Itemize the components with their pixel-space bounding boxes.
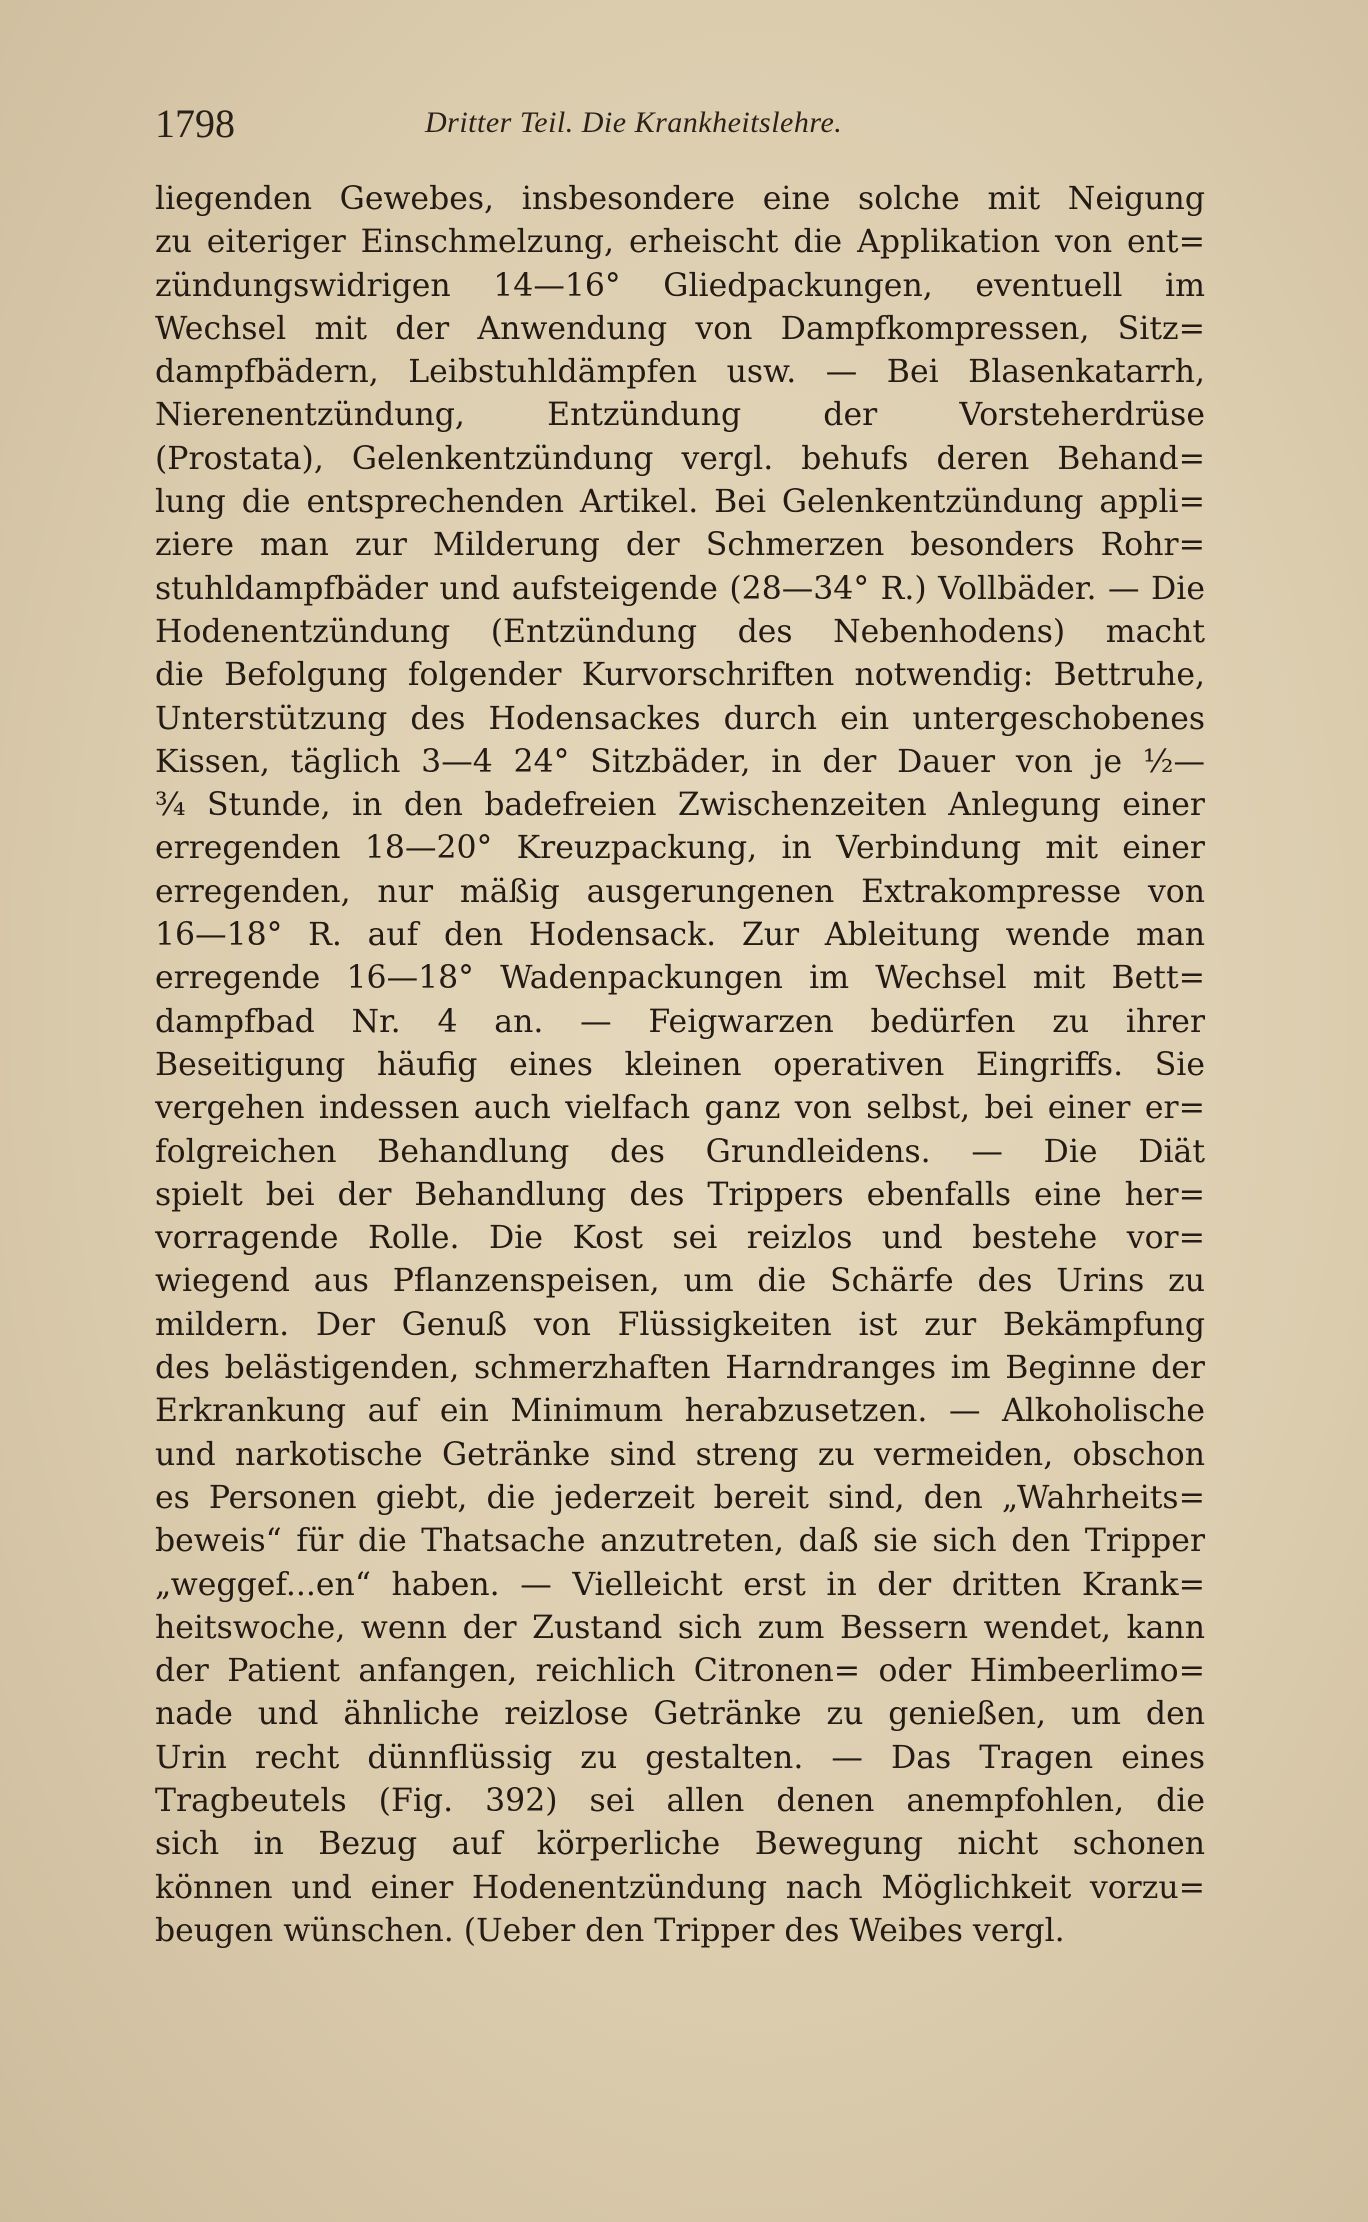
text-line: heitswoche, wenn der Zustand sich zum Bessern wendet, kann <box>155 1609 1205 1646</box>
text-line: Hodenentzündung (Entzündung des Nebenhodens) macht <box>155 613 1205 650</box>
text-line: (Prostata), Gelenkentzündung vergl. behufs deren Behand= <box>155 440 1205 477</box>
page-number: 1798 <box>155 101 235 146</box>
text-line: folgreichen Behandlung des Grundleidens. — Die Diät <box>155 1133 1205 1170</box>
text-line: wiegend aus Pflanzenspeisen, um die Schärfe des Urins zu <box>155 1263 1205 1300</box>
text-line: des belästigenden, schmerzhaften Harndranges im Beginne der <box>155 1350 1205 1387</box>
text-line: Kissen, täglich 3—4 24° Sitzbäder, in der Dauer von je ½— <box>155 743 1205 780</box>
text-line: Erkrankung auf ein Minimum herabzusetzen. — Alkoholische <box>155 1393 1205 1430</box>
text-line: dampfbädern, Leibstuhldämpfen usw. — Bei Blasenkatarrh, <box>155 354 1205 391</box>
text-line: und narkotische Getränke sind streng zu vermeiden, obschon <box>155 1436 1205 1473</box>
text-line: nade und ähnliche reizlose Getränke zu genießen, um den <box>155 1696 1205 1733</box>
text-line: Tragbeutels (Fig. 392) sei allen denen anempfohlen, die <box>155 1782 1205 1819</box>
text-line: erregende 16—18° Wadenpackungen im Wechsel mit Bett= <box>155 960 1205 997</box>
text-line: „weggef...en“ haben. — Vielleicht erst in der dritten Krank= <box>155 1566 1205 1603</box>
text-line: Unterstützung des Hodensackes durch ein untergeschobenes <box>155 700 1205 737</box>
text-line: Nierenentzündung, Entzündung der Vorsteherdrüse <box>155 397 1205 434</box>
text-line: Wechsel mit der Anwendung von Dampfkompressen, Sitz= <box>155 310 1205 347</box>
text-line: beweis“ für die Thatsache anzutreten, daß sie sich den Tripper <box>155 1523 1205 1560</box>
text-line: ziere man zur Milderung der Schmerzen besonders Rohr= <box>155 527 1205 564</box>
text-line: der Patient anfangen, reichlich Citronen= oder Himbeerlimo= <box>155 1653 1205 1690</box>
text-line: erregenden, nur mäßig ausgerungenen Extrakompresse von <box>155 873 1205 910</box>
text-line: Urin recht dünnflüssig zu gestalten. — Das Tragen eines <box>155 1739 1205 1776</box>
text-line: stuhldampfbäder und aufsteigende (28—34° R.) Vollbäder. — Die <box>155 570 1205 607</box>
text-line: beugen wünschen. (Ueber den Tripper des Weibes vergl. <box>155 1912 1065 1949</box>
text-line: ¾ Stunde, in den badefreien Zwischenzeiten Anlegung einer <box>155 787 1205 824</box>
text-line: vorragende Rolle. Die Kost sei reizlos und bestehe vor= <box>155 1220 1205 1257</box>
body-text <box>155 178 1205 1953</box>
text-line: lung die entsprechenden Artikel. Bei Gelenkentzündung appli= <box>155 484 1205 521</box>
text-line: Beseitigung häufig eines kleinen operativen Eingriffs. Sie <box>155 1046 1205 1083</box>
text-line: mildern. Der Genuß von Flüssigkeiten ist zur Bekämpfung <box>155 1306 1205 1343</box>
text-line: es Personen giebt, die jederzeit bereit sind, den „Wahrheits= <box>155 1479 1205 1516</box>
text-line: spielt bei der Behandlung des Trippers ebenfalls eine her= <box>155 1176 1205 1213</box>
page-header <box>155 100 1205 160</box>
text-line: zu eiteriger Einschmelzung, erheischt die Applikation von ent= <box>155 224 1205 261</box>
text-line: 16—18° R. auf den Hodensack. Zur Ableitung wende man <box>155 917 1205 954</box>
running-head: Dritter Teil. Die Krankheitslehre. <box>425 106 843 139</box>
text-line: dampfbad Nr. 4 an. — Feigwarzen bedürfen zu ihrer <box>155 1003 1205 1040</box>
text-line: vergehen indessen auch vielfach ganz von selbst, bei einer er= <box>155 1090 1205 1127</box>
text-line: zündungswidrigen 14—16° Gliedpackungen, eventuell im <box>155 267 1205 304</box>
text-line: können und einer Hodenentzündung nach Möglichkeit vorzu= <box>155 1869 1205 1906</box>
text-line: die Befolgung folgender Kurvorschriften notwendig: Bettruhe, <box>155 657 1205 694</box>
text-line: sich in Bezug auf körperliche Bewegung nicht schonen <box>155 1826 1205 1863</box>
text-line: liegenden Gewebes, insbesondere eine solche mit Neigung <box>155 181 1205 217</box>
text-line: erregenden 18—20° Kreuzpackung, in Verbindung mit einer <box>155 830 1205 867</box>
